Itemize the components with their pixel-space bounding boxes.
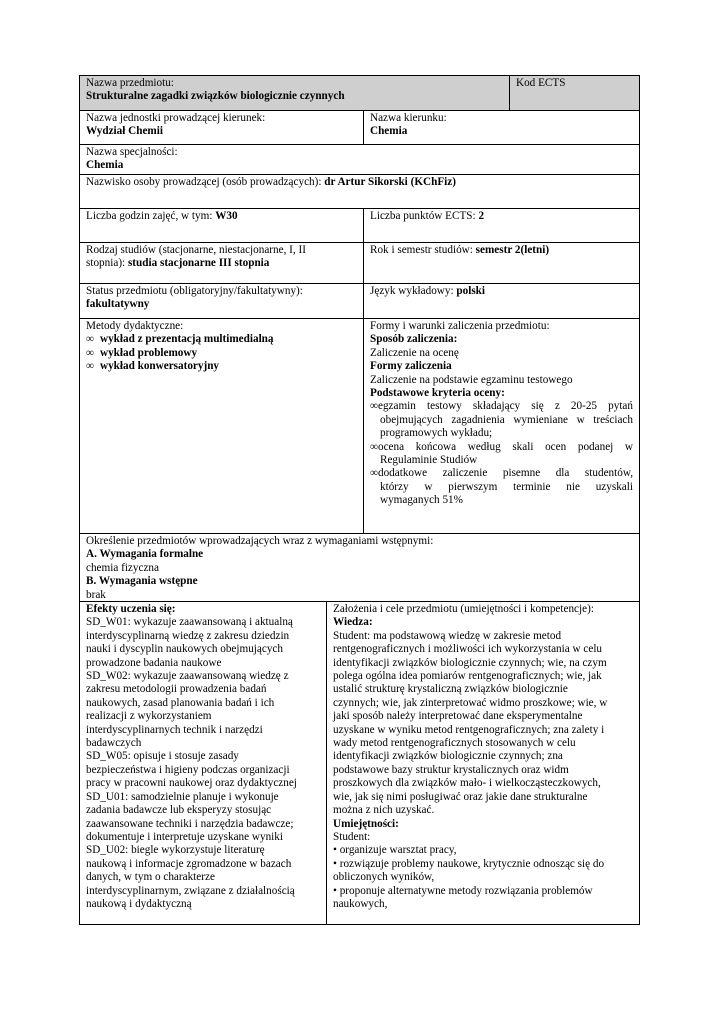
skills-line: obliczonych wyników, <box>333 871 435 884</box>
learning-outcome-line: zadania badawcze lub eksperyzy stosując <box>86 804 272 817</box>
learning-outcome-line: dokumentuje i interpretuje uzyskane wyniki <box>86 830 283 843</box>
study-type-value: studia stacjonarne III stopnia <box>127 257 270 270</box>
knowledge-line: można z nich uzyskać. <box>333 804 435 817</box>
learning-outcome-line: pracy w pracowni naukowej oraz dydaktycznej <box>86 777 297 790</box>
knowledge-text <box>333 630 633 818</box>
methods-cell <box>79 318 364 534</box>
criteria-item-2-line-2: Regulaminie Studiów <box>380 454 478 467</box>
methods-item: ∞ wykład konwersatoryjny <box>86 360 220 373</box>
skills-line: • organizuje warsztat pracy, <box>333 844 457 857</box>
language-value: polski <box>456 285 485 297</box>
learning-outcomes-cell <box>79 601 327 925</box>
status-label: Status przedmiotu (obligatoryjny/fakultatywny): <box>86 285 303 297</box>
assessment-criteria-heading: Podstawowe kryteria oceny: <box>370 387 505 400</box>
assessment-label: Formy i warunki zaliczenia przedmiotu: <box>370 320 550 332</box>
study-year-value: semestr 2(letni) <box>475 244 550 256</box>
learning-outcome-line: nauki i dyscyplin naukowych obejmujących <box>86 643 283 656</box>
prerequisites-cell <box>79 533 640 602</box>
unit-cell <box>79 110 364 145</box>
learning-outcome-line: zaawansowane techniki i narzędzia badawcze; <box>86 817 294 830</box>
unit-value: Wydział Chemii <box>86 125 163 138</box>
knowledge-line: jaki sposób należy interpretować dane eksperymentalne <box>333 710 583 723</box>
status-value: fakultatywny <box>86 298 150 311</box>
knowledge-line: Student: ma podstawową wiedzę w zakresie metod <box>333 629 562 642</box>
learning-outcome-line: interdyscyplinarnym, związane z działalnością <box>86 884 295 897</box>
knowledge-line: identyfikacji związków biologicznie czynnych; wie, na czym <box>333 656 607 669</box>
learning-outcome-line: interdyscyplinarnych technik i narzędzi <box>86 723 263 736</box>
knowledge-line: rentgenograficznych i możliwości ich wykorzystania w celu <box>333 643 603 656</box>
ects-points-label: Liczba punktów ECTS: <box>370 210 479 222</box>
ects-code-cell <box>509 75 640 111</box>
unit-label: Nazwa jednostki prowadzącej kierunek: <box>86 112 266 124</box>
knowledge-heading: Wiedza: <box>333 616 373 629</box>
criteria-item-3-line-1: ∞dodatkowe zaliczenie pisemne dla studentów, <box>370 467 633 480</box>
course-goals-cell <box>326 601 640 925</box>
course-goals-label: Założenia i cele przedmiotu (umiejętności i kompetencje): <box>333 603 594 615</box>
study-year-label: Rok i semestr studiów: <box>370 244 476 256</box>
learning-outcome-line: prowadzone badania naukowe <box>86 656 222 669</box>
specialty-cell <box>79 144 640 175</box>
methods-label: Metody dydaktyczne: <box>86 320 184 332</box>
knowledge-line: identyfikacji związków biologicznie czynnych; zna <box>333 750 563 763</box>
skills-line: • rozwiązuje problemy naukowe, krytycznie odnosząc się do <box>333 857 605 870</box>
lecturer-label: Nazwisko osoby prowadzącej (osób prowadzących): <box>86 176 325 188</box>
criteria-item-3-line-2: którzy w pierwszym terminie nie uzyskali <box>380 480 633 493</box>
hours-label: Liczba godzin zajęć, w tym: <box>86 210 216 222</box>
initial-requirements-heading: B. Wymagania wstępne <box>86 575 198 588</box>
specialty-label: Nazwa specjalności: <box>86 146 178 158</box>
learning-outcomes-heading: Efekty uczenia się: <box>86 603 176 615</box>
lecturer-value: dr Artur Sikorski (KChFiz) <box>324 176 456 188</box>
course-name-value: Strukturalne zagadki związków biologicznie czynnych <box>86 90 345 103</box>
field-cell <box>363 110 640 145</box>
methods-item: ∞ wykład problemowy <box>86 346 198 359</box>
formal-requirements-heading: A. Wymagania formalne <box>86 548 204 561</box>
learning-outcome-line: SD_W01: wykazuje zaawansowaną i aktualną <box>86 616 293 629</box>
learning-outcome-line: realizacji z wykorzystaniem <box>86 710 212 723</box>
learning-outcome-line: bezpieczeństwa i higieny podczas organizacji <box>86 763 290 776</box>
knowledge-line: polega ogólna idea pomiarów rentgenograficznych; wie, jak <box>333 670 602 683</box>
assessment-cell <box>363 318 640 534</box>
formal-requirements-value: chemia fizyczna <box>86 561 159 574</box>
skills-line: Student: <box>333 830 371 843</box>
ects-code-label: Kod ECTS <box>516 77 566 89</box>
study-type-label-1: Rodzaj studiów (stacjonarne, niestacjonarne, I, II <box>86 244 306 256</box>
learning-outcome-line: interdyscyplinarną wiedzę z zakresu dziedzin <box>86 629 290 642</box>
study-type-label-2: stopnia): <box>86 257 128 270</box>
prerequisites-label: Określenie przedmiotów wprowadzających wraz z wymaganiami wstępnymi: <box>86 535 434 547</box>
hours-cell <box>79 208 364 243</box>
skills-line: • proponuje alternatywne metody rozwiązania problemów <box>333 884 593 897</box>
learning-outcome-line: SD_U02: biegle wykorzystuje literaturę <box>86 844 265 857</box>
skills-text <box>333 831 633 911</box>
assessment-forms-heading: Formy zaliczenia <box>370 360 452 373</box>
criteria-item-1-line-2: obejmujących zagadnienia wymieniane w treściach <box>380 413 633 426</box>
field-label: Nazwa kierunku: <box>370 112 447 124</box>
knowledge-line: proszkowych dla związków mało- i wielkocząsteczkowych, <box>333 777 601 790</box>
learning-outcome-line: danych, w tym o charakterze <box>86 871 215 884</box>
skills-line: naukowych, <box>333 897 388 910</box>
criteria-item-2-line-1: ∞ocena końcowa według skali ocen podanej w <box>370 440 633 453</box>
study-type-cell <box>79 242 364 284</box>
course-name-cell <box>79 75 510 111</box>
learning-outcome-line: badawczych <box>86 737 142 750</box>
learning-outcome-line: naukowych, zasad planowania badań i ich <box>86 696 275 709</box>
learning-outcome-line: SD_W02: wykazuje zaawansowaną wiedzę z <box>86 670 289 683</box>
infinity-bullet-icon: ∞ <box>86 360 94 373</box>
lecturer-cell <box>79 174 640 209</box>
learning-outcome-line: naukową i dydaktyczną <box>86 897 192 910</box>
knowledge-line: wie, jak się nimi posługiwać oraz jakie dane strukturalne <box>333 790 588 803</box>
assessment-method-heading: Sposób zaliczenia: <box>370 333 458 346</box>
learning-outcome-line: SD_W05: opisuje i stosuje zasady <box>86 750 239 763</box>
knowledge-line: czynnych; wie, jak zinterpretować widmo proszkowe; wie, w <box>333 696 608 709</box>
knowledge-line: podstawowe bazy struktur krystalicznych oraz widm <box>333 763 569 776</box>
knowledge-line: uzyskane w wyniku metod rentgenograficznych; zna zalety i <box>333 723 605 736</box>
specialty-value: Chemia <box>86 159 124 172</box>
language-cell <box>363 283 640 319</box>
learning-outcomes-list <box>86 616 320 911</box>
assessment-method-value: Zaliczenie na ocenę <box>370 346 459 359</box>
knowledge-line: wady metod rentgenograficznych stosowanych w celu <box>333 737 576 750</box>
skills-heading: Umiejętności: <box>333 817 399 830</box>
hours-value: W30 <box>215 210 238 222</box>
ects-points-value: 2 <box>478 210 485 222</box>
criteria-item-1-line-1: ∞egzamin testowy składający się z 20-25 pytań <box>370 400 633 413</box>
knowledge-line: ustalić strukturę krystaliczną związków biologicznie <box>333 683 568 696</box>
study-year-cell <box>363 242 640 284</box>
assessment-forms-value: Zaliczenie na podstawie egzaminu testowego <box>370 373 573 386</box>
infinity-bullet-icon: ∞ <box>86 333 94 346</box>
status-cell <box>79 283 364 319</box>
ects-points-cell <box>363 208 640 243</box>
infinity-bullet-icon: ∞ <box>86 346 94 359</box>
criteria-item-1-line-3: programowych wykładu; <box>380 427 493 440</box>
learning-outcome-line: SD_U01: samodzielnie planuje i wykonuje <box>86 790 279 803</box>
course-name-label: Nazwa przedmiotu: <box>86 77 174 89</box>
language-label: Język wykładowy: <box>370 285 457 297</box>
learning-outcome-line: naukową i informacje zgromadzone w bazach <box>86 857 292 870</box>
learning-outcome-line: zakresu metodologii prowadzenia badań <box>86 683 267 696</box>
methods-item: ∞ wykład z prezentacją multimedialną <box>86 333 274 346</box>
initial-requirements-value: brak <box>86 588 106 601</box>
criteria-item-3-line-3: wymaganych 51% <box>380 494 463 507</box>
field-value: Chemia <box>370 125 408 138</box>
